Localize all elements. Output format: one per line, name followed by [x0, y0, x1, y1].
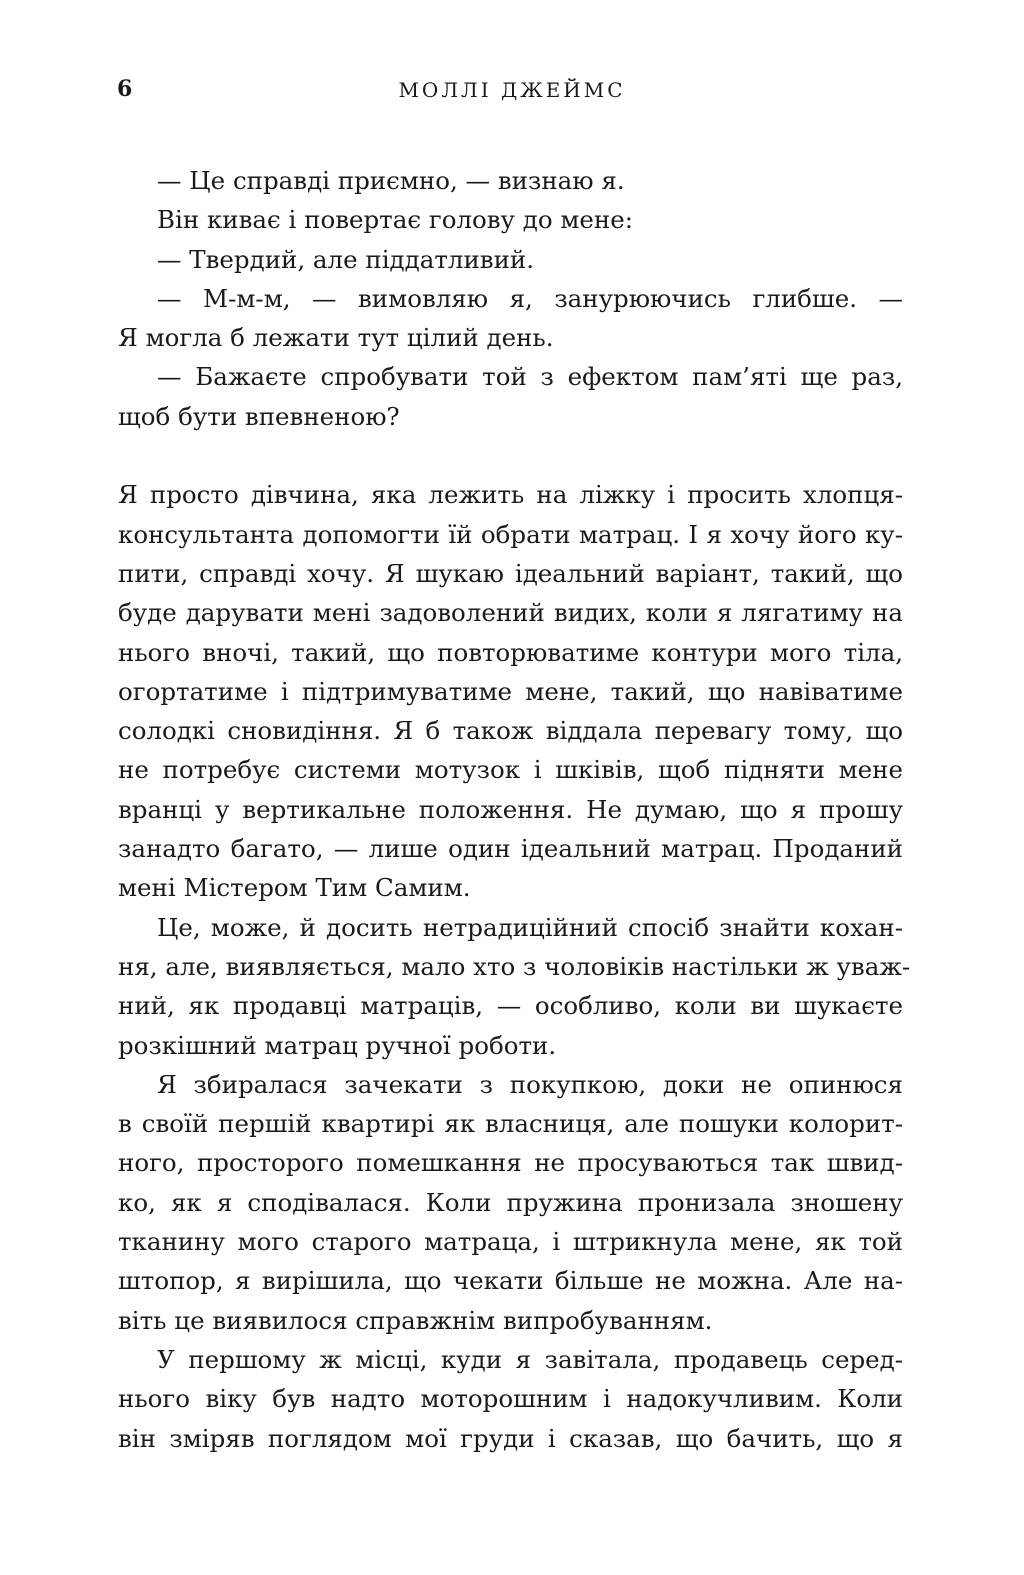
running-title-text: МОЛЛІ ДЖЕЙМС — [398, 78, 626, 102]
paragraph — [118, 1340, 903, 1458]
text-line: — Бажаєте спробувати той з ефектом пам’яті ще раз, — [157, 362, 903, 392]
text-line: солодкі сновидіння. Я б також віддала перевагу тому, що — [118, 716, 903, 746]
text-line: ний, як продавці матраців, — особливо, коли ви шукаєте — [118, 991, 903, 1021]
text-line: в своїй першій квартирі як власниця, але пошуки колорит- — [118, 1109, 903, 1139]
text-line: У першому ж місці, куди я завітала, продавець серед- — [157, 1344, 903, 1374]
paragraph — [118, 279, 903, 358]
text-line: пити, справді хочу. Я шукаю ідеальний варіант, такий, що — [118, 558, 903, 588]
text-line: мені Містером Тим Самим. — [118, 873, 471, 903]
text-line: не потребує системи мотузок і шківів, щоб підняти мене — [118, 755, 903, 785]
text-line: буде дарувати мені задоволений видих, коли я лягатиму на — [118, 598, 903, 628]
body-text — [118, 161, 911, 1458]
text-line: Я могла б лежати тут цілий день. — [118, 323, 554, 353]
text-line: нього віку був надто моторошним і надокучливим. Коли — [118, 1384, 903, 1414]
paragraph-break — [118, 436, 903, 475]
text-line: огортатиме і підтримуватиме мене, такий, що навіватиме — [118, 676, 903, 706]
blank-line — [118, 436, 903, 475]
text-line: тканину мого старого матраца, і штрикнула мене, як той — [118, 1227, 903, 1257]
text-line: Я просто дівчина, яка лежить на ліжку і просить хлопця- — [118, 480, 903, 510]
text-line: штопор, я вирішила, що чекати більше не можна. Але на- — [118, 1266, 903, 1296]
text-line: нього вночі, такий, що повторюватиме контури мого тіла, — [118, 637, 903, 667]
paragraph — [118, 908, 911, 1065]
paragraph — [118, 475, 903, 907]
text-line: Він киває і повертає голову до мене: — [157, 205, 634, 235]
text-line: віть це виявилося справжнім випробуванням. — [118, 1305, 713, 1335]
text-line: він зміряв поглядом мої груди і сказав, що бачить, що я — [118, 1423, 903, 1453]
text-line: Я збиралася зачекати з покупкою, доки не опинюся — [157, 1069, 903, 1099]
paragraph — [118, 240, 903, 279]
text-line: — Це справді приємно, — визнаю я. — [157, 166, 625, 195]
text-line: — Твердий, але піддатливий. — [157, 244, 535, 274]
text-line: ко, як я сподівалася. Коли пружина пронизала зношену — [118, 1187, 903, 1217]
text-line: Це, може, й досить нетрадиційний спосіб знайти кохан- — [157, 912, 903, 942]
running-title — [0, 78, 1024, 102]
text-line: ного, просторого помешкання не просуваються так швид- — [118, 1148, 903, 1178]
text-line: розкішний матрац ручної роботи. — [118, 1030, 557, 1060]
paragraph — [118, 1065, 903, 1340]
text-line: — М-м-м, — вимовляю я, занурюючись глибше. — — [157, 283, 903, 313]
text-line: консультанта допомогти їй обрати матрац. І я хочу його ку- — [118, 519, 903, 549]
page-number: 6 — [117, 76, 133, 102]
paragraph — [118, 161, 903, 200]
text-line: ня, але, виявляється, мало хто з чоловіків настільки ж уваж- — [118, 951, 911, 981]
text-line: щоб бути впевненою? — [118, 401, 400, 431]
text-line: занадто багато, — лише один ідеальний матрац. Проданий — [118, 834, 903, 864]
text-line: вранці у вертикальне положення. Не думаю, що я прошу — [118, 794, 903, 824]
paragraph — [118, 357, 903, 436]
paragraph — [118, 200, 903, 239]
